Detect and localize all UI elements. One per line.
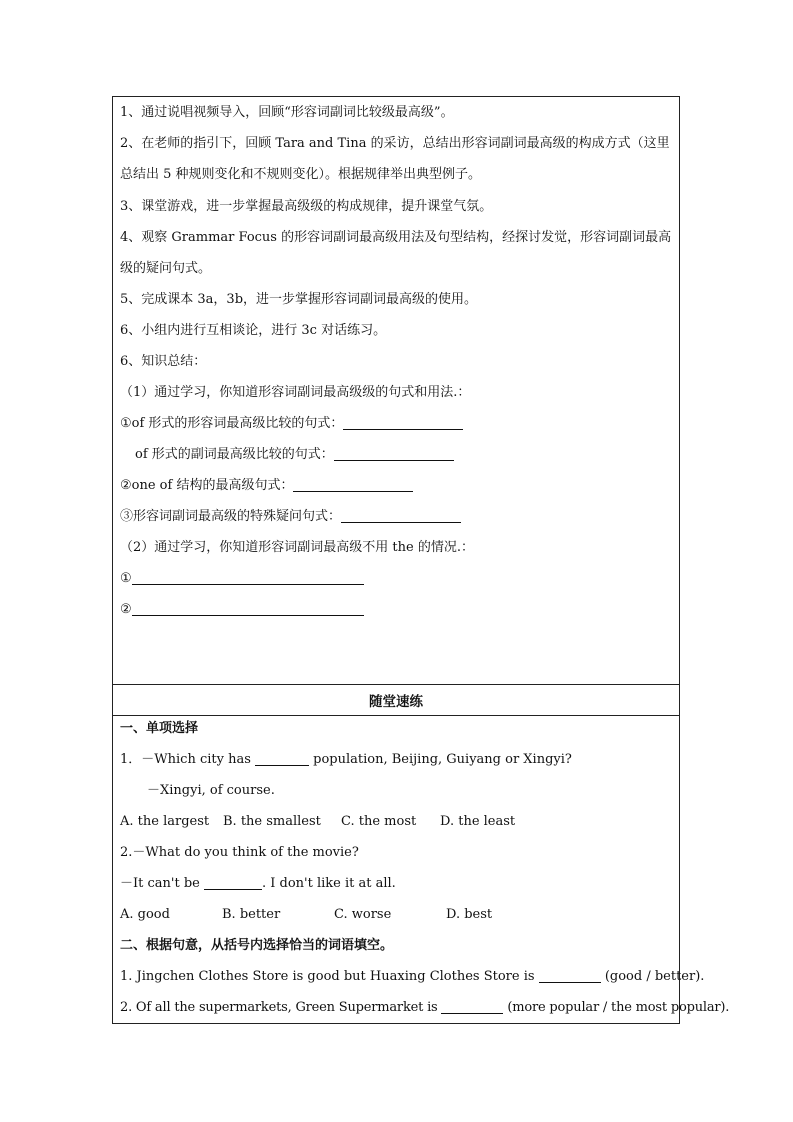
teaching-process-cell bbox=[113, 97, 679, 685]
fill-question-1: 1. Jingchen Clothes Store is good but Huaxing Clothes Store is (good / better). bbox=[120, 969, 705, 984]
step-3: 3、课堂游戏，进一步掌握最高级级的构成规律，提升课堂气氛。 bbox=[120, 199, 493, 214]
summary-item-of-adverb: of 形式的副词最高级比较的句式： bbox=[135, 446, 673, 464]
summary-question-1: （1）通过学习，你知道形容词副词最高级级的句式和用法.： bbox=[120, 385, 471, 400]
option-a[interactable]: A. the largest bbox=[120, 814, 210, 829]
summary-question-2: （2）通过学习，你知道形容词副词最高级不用 the 的情况.： bbox=[120, 540, 474, 555]
part1-title: 一、单项选择 bbox=[120, 721, 199, 736]
answer-blank[interactable] bbox=[132, 601, 364, 616]
summary-item-one-of: ②one of 结构的最高级句式： bbox=[120, 477, 673, 495]
worksheet-table bbox=[112, 96, 730, 1024]
option-a[interactable]: A. good bbox=[120, 907, 170, 922]
option-c[interactable]: C. worse bbox=[334, 907, 392, 922]
practice-title: 随堂速练 bbox=[113, 685, 679, 716]
practice-cell bbox=[113, 716, 730, 1023]
summary-q2-item-2: ② bbox=[120, 601, 673, 619]
question-1-options bbox=[120, 813, 673, 831]
answer-blank[interactable] bbox=[539, 968, 601, 983]
part2-title: 二、根据句意，从括号内选择恰当的词语填空。 bbox=[120, 938, 394, 953]
answer-blank[interactable] bbox=[343, 415, 463, 430]
question-2-reply: －It can't be . I don't like it at all. bbox=[120, 876, 396, 891]
option-b[interactable]: B. better bbox=[222, 907, 281, 922]
answer-blank[interactable] bbox=[334, 446, 454, 461]
question-1: 1．－Which city has population, Beijing, Guiyang or Xingyi? bbox=[120, 752, 572, 767]
answer-blank[interactable] bbox=[255, 751, 309, 766]
question-2: 2.－What do you think of the movie? bbox=[120, 845, 359, 860]
question-2-options bbox=[120, 906, 673, 924]
step-6: 6、小组内进行互相谈论，进行 3c 对话练习。 bbox=[120, 323, 387, 338]
answer-blank[interactable] bbox=[293, 477, 413, 492]
answer-blank[interactable] bbox=[441, 999, 503, 1014]
summary-q2-item-1: ① bbox=[120, 570, 673, 588]
summary-item-of-adjective: ①of 形式的形容词最高级比较的句式： bbox=[120, 415, 673, 433]
step-4: 4、观察 Grammar Focus 的形容词副词最高级用法及句型结构，经探讨发觉，形容词副词最高级的疑问句式。 bbox=[120, 230, 672, 276]
answer-blank[interactable] bbox=[132, 570, 364, 585]
summary-item-special-question: ③形容词副词最高级的特殊疑问句式： bbox=[120, 508, 673, 526]
step-1: 1、通过说唱视频导入，回顾“形容词副词比较级最高级”。 bbox=[120, 105, 454, 120]
step-2: 2、在老师的指引下，回顾 Tara and Tina 的采访，总结出形容词副词最高级的构成方式（这里总结出 5 种规则变化和不规则变化）。根据规律举出典型例子。 bbox=[120, 136, 670, 182]
step-5: 5、完成课本 3a，3b，进一步掌握形容词副词最高级的使用。 bbox=[120, 292, 478, 307]
step-7-summary: 6、知识总结： bbox=[120, 354, 207, 369]
fill-question-2: 2. Of all the supermarkets, Green Supermarket is (more popular / the most popular). bbox=[120, 1000, 730, 1015]
answer-blank[interactable] bbox=[204, 875, 262, 890]
option-d[interactable]: D. the least bbox=[440, 814, 516, 829]
option-b[interactable]: B. the smallest bbox=[223, 814, 321, 829]
option-c[interactable]: C. the most bbox=[341, 814, 417, 829]
answer-blank[interactable] bbox=[341, 508, 461, 523]
option-d[interactable]: D. best bbox=[446, 907, 493, 922]
question-1-reply: －Xingyi, of course. bbox=[147, 783, 275, 798]
